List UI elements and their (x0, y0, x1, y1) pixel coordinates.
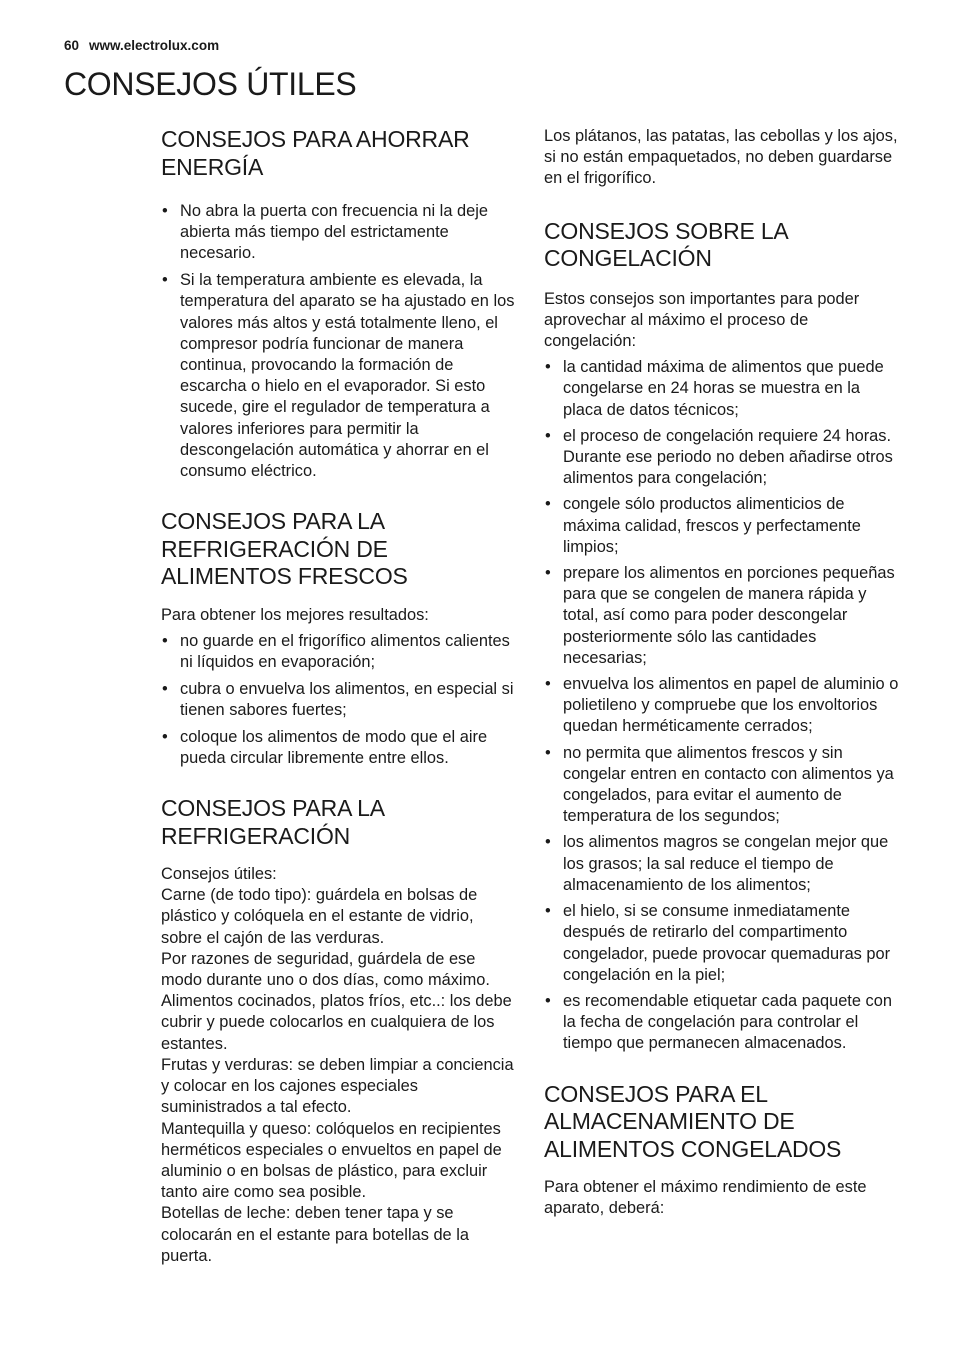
list-item: • envuelva los alimentos en papel de aluminio o polietileno y compruebe que los envoltorios quedan herméticamente cerrados; (544, 674, 900, 738)
section-heading: CONSEJOS PARA LA REFRIGERACIÓN (161, 795, 384, 849)
section-intro: Estos consejos son importantes para poder aprovechar al máximo el proceso de congelación: (544, 289, 860, 351)
list-item: • cubra o envuelva los alimentos, en especial si tienen sabores fuertes; (161, 679, 517, 721)
list-item: • no guarde en el frigorífico alimentos calientes ni líquidos en evaporación; (161, 631, 517, 673)
paragraph-line: Consejos útiles: (161, 865, 277, 884)
bullet-list (161, 631, 517, 769)
list-item: • la cantidad máxima de alimentos que puede congelarse en 24 horas se muestra en la placa de datos técnicos; (544, 357, 900, 421)
section-heading: CONSEJOS PARA EL ALMACENAMIENTO DE ALIMENTOS CONGELADOS (544, 1080, 842, 1162)
bullet-list (544, 357, 900, 1054)
website-url: www.electrolux.com (89, 38, 220, 53)
list-item: • los alimentos magros se congelan mejor que los grasos; la sal reduce el tiempo de almacenamiento de los alimentos; (544, 832, 900, 896)
section-freezing (544, 218, 900, 1055)
list-item: • coloque los alimentos de modo que el aire pueda circular libremente entre ellos. (161, 727, 517, 769)
paragraph-line: Carne (de todo tipo): guárdela en bolsas de plástico y colóquela en el estante de vidrio, sobre el cajón de las verduras. (161, 886, 478, 947)
list-item: • no permita que alimentos frescos y sin congelar entren en contacto con alimentos ya congelados, para evitar el aumento de temperatura de los segundos; (544, 743, 900, 828)
paragraph-line: Por razones de seguridad, guárdela de ese modo durante uno o dos días, como máximo. (161, 949, 490, 990)
section-fresh-food-refrigeration (161, 508, 517, 769)
page-header (64, 38, 219, 53)
section-heading: CONSEJOS SOBRE LA CONGELACIÓN (544, 217, 788, 272)
column-intro: Los plátanos, las patatas, las cebollas y los ajos, si no están empaquetados, no deben guardarse en el frigorífico. (544, 127, 898, 188)
page-number: 60 (64, 38, 80, 53)
section-intro: Para obtener el máximo rendimiento de este aparato, deberá: (544, 1178, 867, 1218)
list-item: • es recomendable etiquetar cada paquete con la fecha de congelación para controlar el tiempo que permanecen almacenados. (544, 991, 900, 1055)
section-intro: Para obtener los mejores resultados: (161, 605, 429, 624)
paragraph-line: Alimentos cocinados, platos fríos, etc..: los debe cubrir y puede colocarlos en cualquiera de los estantes. (161, 992, 512, 1053)
list-item: • el proceso de congelación requiere 24 horas. Durante ese periodo no deben añadirse otros alimentos para congelación; (544, 426, 900, 490)
section-heading: CONSEJOS PARA AHORRAR ENERGÍA (161, 126, 470, 180)
page-title: CONSEJOS ÚTILES (64, 66, 357, 102)
list-item: • prepare los alimentos en porciones pequeñas para que se congelen de manera rápida y total, así como para poder descongelar posteriormente sólo las cantidades necesarias; (544, 563, 900, 669)
paragraph-line: Frutas y verduras: se deben limpiar a conciencia y colocar en los cajones especiales suministrados a tal efecto. (161, 1055, 514, 1117)
section-heading: CONSEJOS PARA LA REFRIGERACIÓN DE ALIMENTOS FRESCOS (161, 508, 408, 590)
list-item: • Si la temperatura ambiente es elevada, la temperatura del aparato se ha ajustado en los valores más altos y está totalmente lleno, el compresor podría funcionar de manera continua, provocando la formación de escarcha o hielo en el evaporador. Si esto sucede, gire el regulador de temperatura a valores inferiores para permitir la descongelación automática y ahorrar en el consumo eléctrico. (161, 270, 517, 482)
list-item: • No abra la puerta con frecuencia ni la deje abierta más tiempo del estrictamente necesario. (161, 201, 517, 265)
list-item: • congele sólo productos alimenticios de máxima calidad, frescos y perfectamente limpios; (544, 494, 900, 558)
right-column (544, 126, 900, 1219)
list-item: • el hielo, si se consume inmediatamente después de retirarlo del compartimento congelador, puede provocar quemaduras por congelación en la piel; (544, 901, 900, 986)
section-frozen-storage (544, 1081, 900, 1220)
left-column (161, 126, 517, 1267)
bullet-list (161, 201, 517, 482)
section-refrigeration (161, 795, 517, 1267)
section-energy-saving (161, 126, 517, 482)
paragraph-line: Mantequilla y queso: colóquelos en recipientes herméticos especiales o envueltos en papel de aluminio o en bolsas de plástico, para excluir tanto aire como sea posible. (161, 1119, 502, 1202)
paragraph-line: Botellas de leche: deben tener tapa y se colocarán en el estante para botellas de la puerta. (161, 1204, 469, 1265)
